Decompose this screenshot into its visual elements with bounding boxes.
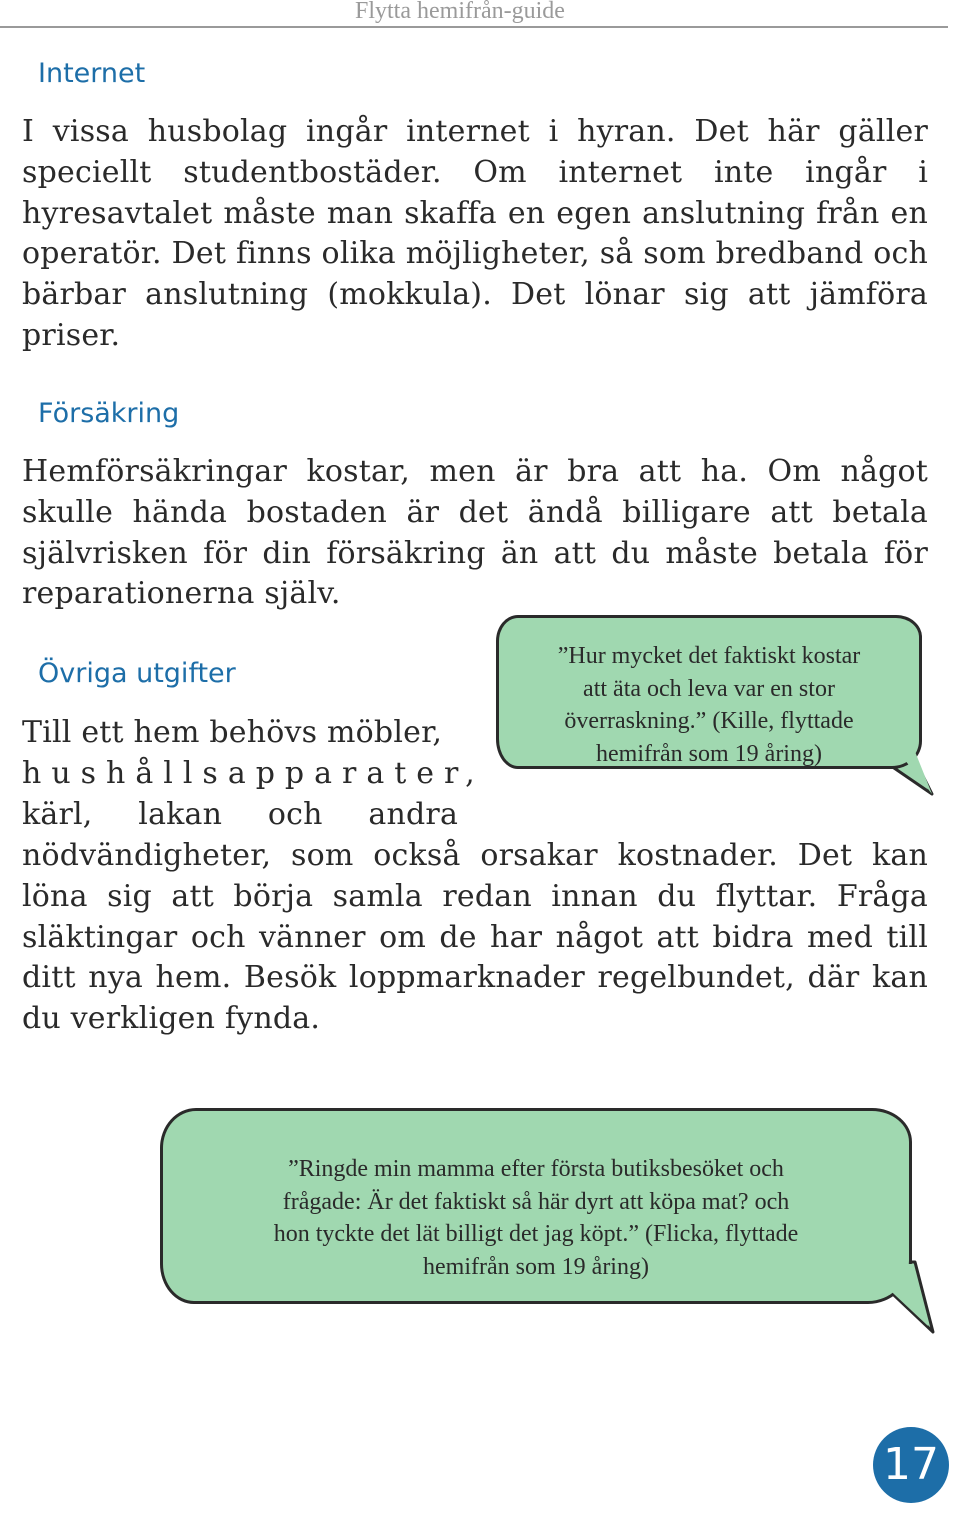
heading-other-costs: Övriga utgifter bbox=[38, 658, 236, 689]
quote-1-line-1: ”Hur mycket det faktiskt kostar bbox=[557, 643, 861, 669]
paragraph-other-costs-line1: Till ett hem behövs möbler, bbox=[22, 715, 443, 750]
speech-bubble-tail-2-fill bbox=[860, 1260, 950, 1340]
quote-1-line-4: hemifrån som 19 åring) bbox=[596, 740, 822, 767]
quote-bubble-2 bbox=[160, 1108, 912, 1304]
quote-1-line-2: att äta och leva var en stor bbox=[583, 675, 835, 702]
paragraph-other-costs-line3: kärl, lakan och andra bbox=[22, 797, 459, 832]
heading-insurance: Försäkring bbox=[38, 398, 180, 429]
quote-2-line-4: hemifrån som 19 åring) bbox=[423, 1253, 649, 1280]
running-header bbox=[0, 0, 948, 28]
paragraph-internet: I vissa husbolag ingår internet i hyran. Det här gäller speciellt studentbostäder. Om internet inte ingår i hyresavtalet måste man skaffa en egen anslutning från en operatör. Det finns olika möjligheter, så som bredband och bärbar anslutning (mokkula). Det lönar sig att jämföra priser. bbox=[22, 114, 928, 353]
paragraph-other-costs-line2: hushållsapparater, bbox=[22, 756, 485, 791]
quote-bubble-1 bbox=[496, 615, 922, 769]
speech-bubble-tail-fill bbox=[890, 740, 950, 800]
running-header-title: Flytta hemifrån-guide bbox=[355, 0, 565, 24]
quote-2-line-3: hon tyckte det lät billigt det jag köpt.” (Flicka, flyttade bbox=[273, 1221, 799, 1247]
quote-2-line-2: frågade: Är det faktiskt så här dyrt att köpa mat? och bbox=[282, 1188, 790, 1215]
paragraph-other-costs-rest: nödvändigheter, som också orsakar kostnader. Det kan löna sig att börja samla redan innan du flyttar. Fråga släktingar och vänner om de har något att bidra med till ditt nya hem. Besök loppmarknader regelbundet, där kan du verkligen fynda. bbox=[22, 838, 928, 1037]
heading-internet: Internet bbox=[38, 58, 146, 89]
quote-2-line-1: ”Ringde min mamma efter första butiksbesöket och bbox=[288, 1156, 784, 1182]
quote-1-line-3: överraskning.” (Kille, flyttade bbox=[564, 708, 854, 734]
paragraph-insurance: Hemförsäkringar kostar, men är bra att ha. Om något skulle hända bostaden är det ändå billigare att betala självrisken för din försäkring än att du måste betala för reparationerna själv. bbox=[22, 454, 928, 612]
page-number: 17 bbox=[873, 1427, 949, 1503]
